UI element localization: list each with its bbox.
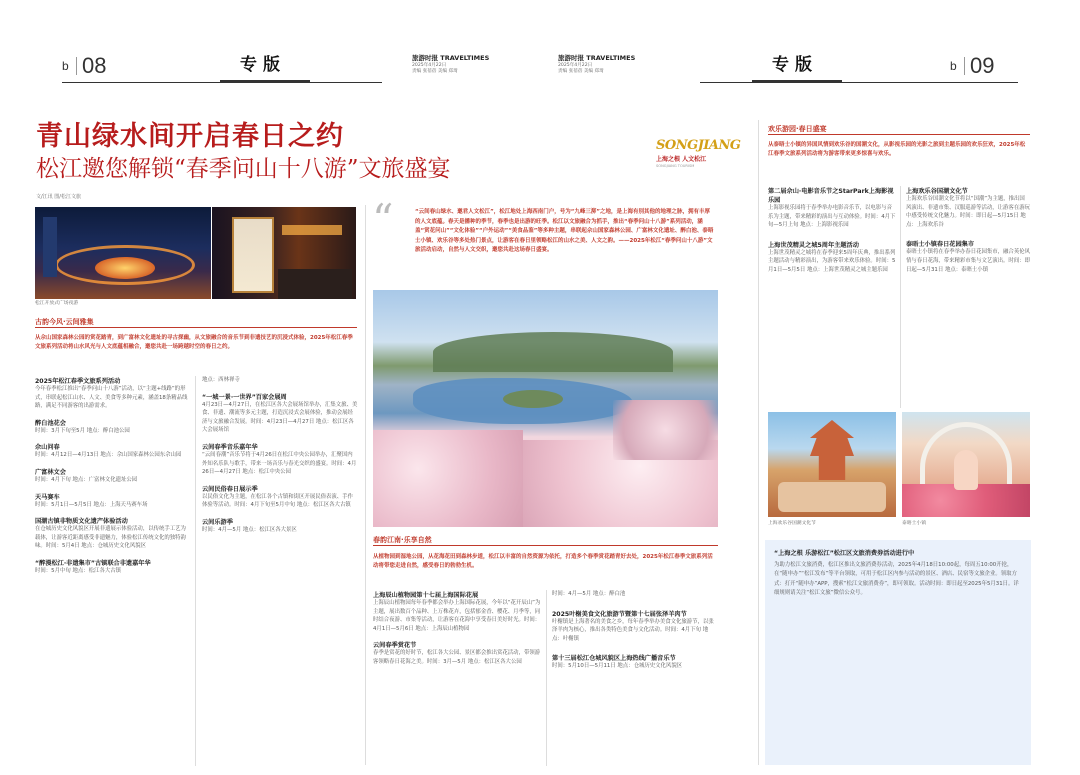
voucher-box-body: 为助力松江文旅消费，松江区推出文旅消费券活动，2025年4月18日10:00起，每周五10:00开抢，在“随申办”“松江发布”等平台领取，可用于松江区内参与活动的景区、酒店、民宿等文旅企业。领取方式：打开“随申办”APP，搜索“松江文旅消费券”，即可领取。活动时间：即日起至2025年5月31日。详细规则请关注“松江文旅”微信公众号。 xyxy=(774,562,1019,597)
street-crowd xyxy=(278,269,352,299)
item-title: 上海世茂精灵之城5周年主题活动 xyxy=(768,241,859,249)
headline-line2: 松江邀您解锁“春季问山十八游”文旅盛宴 xyxy=(36,156,451,182)
page-number-left: 08 xyxy=(82,53,107,78)
list-item xyxy=(373,640,541,666)
item-body: 泰晤士小镇将在春季举办春日花园集市，融合英伦风情与春日花海，带来精彩市集与文艺演出。时间：即日起—5月31日 地点：泰晤士小镇 xyxy=(906,249,1030,273)
item-title: 2025年松江春季文旅系列活动 xyxy=(35,378,121,385)
page-divider-right xyxy=(964,57,965,75)
caption-right-left: 上海欢乐谷国潮文化节 xyxy=(768,521,816,526)
list-item xyxy=(35,442,190,460)
item-title: “醉漫松江·非遗集市”古镇联合非遗嘉年华 xyxy=(35,559,151,567)
section-left-intro: 从佘山国家森林公园的赏花踏青，到广富林文化遗址的寻古探幽，从文旅融合的音乐节到非遗技艺的沉浸式体验，2025年松江春季文旅系列活动将山水风光与人文底蕴相融合，邀您共赴一场跨越时空的春日之约。 xyxy=(35,335,353,350)
photo-thames-town xyxy=(902,412,1030,517)
page-b-right: b xyxy=(950,59,957,73)
item-body: 以民俗文化为主题，在松江各个古镇和街区开展民俗表演、手作体验等活动。时间：4月下旬至5月中旬 地点：松江区各大古镇 xyxy=(202,493,353,509)
masthead-right-date: 2025年4月22日 xyxy=(558,63,593,68)
list-item xyxy=(552,653,718,671)
quote-mark: “ xyxy=(372,195,394,244)
page-number-right: 09 xyxy=(970,53,995,78)
item-title: 国潮古镇非物质文化遗产体验活动 xyxy=(35,518,128,526)
list-item xyxy=(35,467,190,485)
item-body: 上海世茂精灵之城将在春季迎来5周年庆典，推出系列主题活动与精彩演出，为游客带来欢乐体验。时间：5月1日—5月5日 地点：上海世茂精灵之城主题乐园 xyxy=(768,249,896,273)
headline-line1: 青山绿水间开启春日之约 xyxy=(36,121,344,152)
list-item xyxy=(202,517,358,535)
blossom-3 xyxy=(613,400,718,460)
section-mid-rule xyxy=(373,545,718,546)
section-left-head: 古韵今风·云间雅集 xyxy=(35,318,94,326)
item-title: 地点：西林禅寺 xyxy=(202,377,240,383)
gutter-right xyxy=(758,120,759,765)
item-title: 佘山问春 xyxy=(35,444,60,452)
item-title: 泰晤士小镇春日花园集市 xyxy=(906,241,975,249)
section-mid-col1 xyxy=(373,590,541,667)
photo-happy-valley xyxy=(768,412,896,517)
figure xyxy=(954,450,978,490)
caption-right-right: 泰晤士小镇 xyxy=(902,521,926,526)
column-divider xyxy=(900,186,901,408)
item-title: 云间乐游季 xyxy=(202,518,233,526)
item-body: 上海欢乐谷国潮文化节将以“国潮”为主题，推出国风演出、非遗市集、汉服巡游等活动，让游客在游玩中感受传统文化魅力。时间：即日起—5月15日 地点：上海欢乐谷 xyxy=(906,196,1030,228)
list-item xyxy=(202,484,358,510)
street-lantern xyxy=(232,217,274,293)
masthead-right-sub: 责编 张蓓蓓 美编 郑琦 xyxy=(558,69,604,74)
item-body: 时间：3月下旬至5月 地点：醉白池公园 xyxy=(35,427,130,434)
item-body: 今年春季松江推出“春季问山十八游”活动，以“主题+线路”的形式，串联起松江山水、人文、美食等多种元素，涵盖18条精品线路，满足不同游客的出游需求。 xyxy=(35,386,188,410)
masthead-right xyxy=(558,53,678,74)
photo-night-street xyxy=(212,207,356,299)
masthead-left-title: 旅游时报 TRAVELTIMES xyxy=(412,54,490,62)
list-item xyxy=(768,240,896,275)
item-body: 在仓城历史文化风貌区开展非遗展示体验活动，以传统手工艺为载体，让游客近距离感受非遗魅力，体验松江传统文化的独特韵味。时间：5月4日 地点：仓城历史文化风貌区 xyxy=(35,526,186,550)
headline xyxy=(36,120,656,184)
byline: 文/江讯 图/松江文旅 xyxy=(36,194,81,200)
pagoda xyxy=(810,420,854,480)
section-right-head: 欢乐游园·春日盛宴 xyxy=(768,125,827,133)
list-item xyxy=(35,418,190,436)
masthead-left-date: 2025年4月22日 xyxy=(412,63,447,68)
section-left-col2 xyxy=(202,376,358,535)
item-title: “一城一景·一世界”百家会展周 xyxy=(202,393,287,401)
list-item xyxy=(373,590,541,633)
section-mid-col2 xyxy=(552,590,718,671)
section-right-col1 xyxy=(768,186,896,275)
header-rule-right-thick xyxy=(752,80,842,83)
list-item xyxy=(768,186,896,230)
masthead-left xyxy=(412,53,532,74)
logo-sub: 上海之根 人文松江 xyxy=(656,156,707,163)
item-title: 云间民俗春日展示季 xyxy=(202,485,258,493)
section-mid-intro: 从植物园到湿地公园，从花海花田到森林步道，松江以丰富的自然资源为依托，打造多个春季赏花踏青好去处，2025年松江春季文旅系列活动将带您走进自然，感受春日的勃勃生机。 xyxy=(373,554,713,569)
list-item xyxy=(202,376,358,385)
section-right-rule xyxy=(768,134,1030,135)
header-rule-left-thick xyxy=(220,80,310,83)
mountain xyxy=(433,332,673,372)
header-rule-right xyxy=(700,82,1018,83)
voucher-box xyxy=(765,540,1031,765)
item-body: “云间春潮”音乐节将于4月26日在松江中央公园举办，汇聚国内外知名乐队与歌手，带来一场音乐与春光交织的盛宴。时间：4月26日—4月27日 地点：松江中央公园 xyxy=(202,451,357,476)
section-right-col2 xyxy=(906,186,1030,274)
section-left-col1 xyxy=(35,376,190,576)
item-body: 时间：4月下旬 地点：广富林文化遗址公园 xyxy=(35,476,138,483)
section-left-rule xyxy=(35,327,357,328)
list-item xyxy=(35,516,190,551)
logo-en: SONGJIANG TOURISM xyxy=(656,164,695,168)
masthead-right-title: 旅游时报 TRAVELTIMES xyxy=(558,54,636,62)
page-divider-left xyxy=(76,57,77,75)
section-mid-head: 春韵江南·乐享自然 xyxy=(373,536,432,544)
list-item xyxy=(202,442,358,477)
item-title: 醉白池花会 xyxy=(35,419,66,427)
list-item xyxy=(906,239,1030,274)
logo-text: SONGJIANG xyxy=(656,138,741,153)
list-item xyxy=(906,186,1030,229)
header-right xyxy=(950,50,1020,80)
list-item xyxy=(35,376,190,411)
item-title: 天马赛车 xyxy=(35,493,60,501)
item-body: 叶榭镇是上海著名的美食之乡，每年春季举办美食文化旅游节，以张泽羊肉为核心，推出各类特色美食与文化活动。时间：4月下旬 地点：叶榭镇 xyxy=(552,618,714,642)
item-body: 4月23日—4月27日，在松江区各大会展场馆举办，汇集文旅、美食、非遗、潮流等多元主题，打造沉浸式会展体验，推动会展经济与文旅融合发展。时间：4月23日—4月27日 地点：松江区各大会展场馆 xyxy=(202,401,358,434)
item-body: 上海辰山植物园每年春季都会举办上海国际花展，今年以“花开辰山”为主题，展出数百个品种、上万株花卉，包括郁金香、樱花、月季等，同时结合夜游、市集等活动，让游客在花海中享受春日美好时光。时间：4月1日—5月6日 地点：上海辰山植物园 xyxy=(373,600,541,632)
column-divider xyxy=(546,590,547,766)
list-item xyxy=(202,392,358,435)
item-title: 云间春季赏花节 xyxy=(373,642,417,650)
gutter-left xyxy=(365,205,366,765)
item-body: 时间：5月10日—5月11日 地点：仓城历史文化风貌区 xyxy=(552,663,683,670)
item-body: 时间：4月—5月 地点：松江区各大景区 xyxy=(202,526,297,533)
list-item xyxy=(35,558,190,576)
item-title: 第十三届松江仓城风貌区上海热线广播音乐节 xyxy=(552,655,676,663)
blossom-1 xyxy=(373,430,523,527)
item-title: 上海欢乐谷国潮文化节 xyxy=(906,188,968,195)
list-item xyxy=(552,590,718,599)
island xyxy=(503,390,563,408)
masthead-left-sub: 责编 张蓓蓓 美编 郑琦 xyxy=(412,69,458,74)
list-item xyxy=(552,609,718,644)
street-light xyxy=(282,225,342,235)
item-title: 上海辰山植物园第十七届上海国际花展 xyxy=(373,592,479,599)
item-title: 2025叶榭美食文化旅游节暨第十七届张泽羊肉节 xyxy=(552,610,687,618)
item-title: 广富林文会 xyxy=(35,468,66,476)
performers xyxy=(778,482,886,512)
column-divider xyxy=(195,376,196,766)
caption-top-left: 松江开放式广场夜游 xyxy=(35,301,79,306)
item-title: 云间春季音乐嘉年华 xyxy=(202,443,258,451)
section-label-right: 专版 xyxy=(772,55,818,75)
list-item xyxy=(35,492,190,510)
section-right-intro: 从泰晤士小镇的异国风情到欢乐谷的国潮文化，从影视乐园的光影之旅到主题乐园的欢乐狂欢，2025年松江春季文旅系列活动将为游客带来更多惊喜与欢乐。 xyxy=(768,142,1026,157)
item-title: 第二届佘山·电影音乐节之StarPark上海影视乐园 xyxy=(768,188,894,204)
page-b-left: b xyxy=(62,59,69,73)
item-body: 时间：5月1日—5月5日 地点：上海天马赛车场 xyxy=(35,501,148,508)
item-body: 时间：5月中旬 地点：松江各大古镇 xyxy=(35,567,122,574)
item-body: 上海影视乐园将于春季举办电影音乐节，以电影与音乐为主题，带来精彩的演出与互动体验。时间：4月下旬—5月上旬 地点：上海影视乐园 xyxy=(768,205,896,229)
item-body: 春季是赏花的好时节，松江各大公园、景区都会推出赏花活动，带领游客领略春日花海之美。时间：3月—5月 地点：松江区各大公园 xyxy=(373,650,541,665)
item-body: 时间：4月—5月 地点：醉白池 xyxy=(552,591,626,597)
plaza-tower xyxy=(43,217,57,277)
quote-text: “云间春山绿水、邀君人文松江”，松江地处上海西南门户，号为“九峰三泖”之地，是上海有别其他的地理之脉，拥有丰厚的人文底蕴。春天是播种的季节，春季也是出游的旺季。松江以文旅融合为抓手，推出“春季问山十八游”系列活动，涵盖“赏花问山”“文化体验”“户外运动”“美食品鉴”等多种主题，串联起佘山国家森林公园、广富林文化遗址、醉白池、泰晤士小镇、欢乐谷等多处热门景点，让游客在春日里领略松江的山水之美、人文之韵。——2025年松江“春季问山十八游”文旅活动启动，自然与人文交织，邀您共赴这场春日盛宴。 xyxy=(415,209,714,254)
voucher-box-title: “上海之根 乐游松江”松江区文旅消费券活动进行中 xyxy=(774,550,915,557)
photo-night-plaza xyxy=(35,207,211,299)
section-label-left: 专版 xyxy=(240,55,286,75)
photo-cherry-blossom-lake xyxy=(373,290,718,527)
songjiang-logo xyxy=(656,138,746,178)
item-body: 时间：4月12日—4月13日 地点：佘山国家森林公园东佘山园 xyxy=(35,452,182,459)
plaza-glow xyxy=(95,257,155,279)
